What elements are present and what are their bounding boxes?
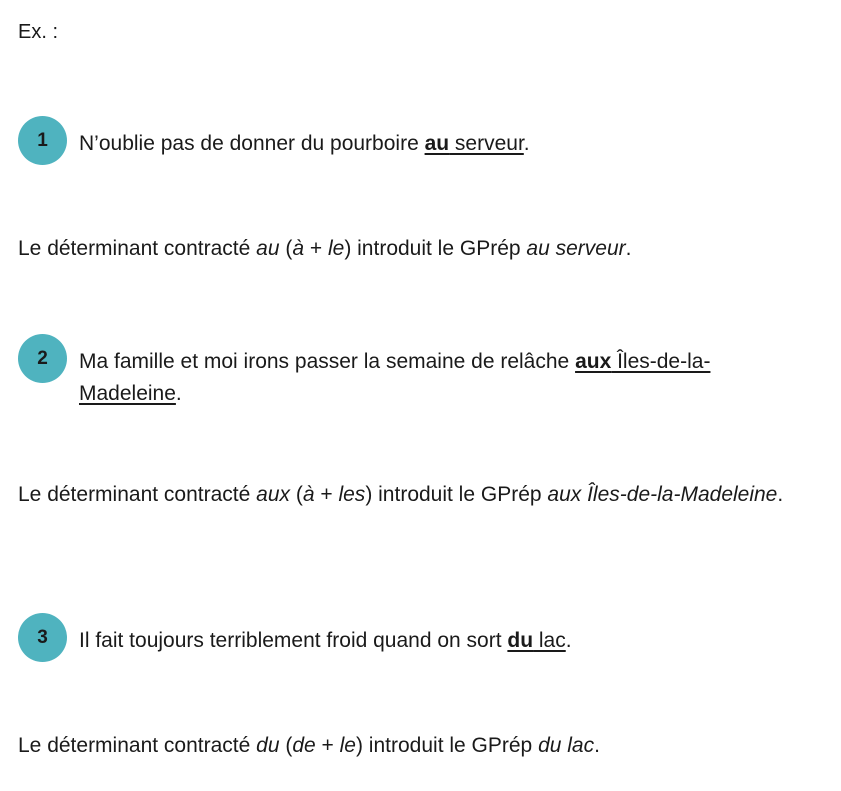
number-badge-3: 3 xyxy=(18,613,67,662)
explanation-determiner: au xyxy=(256,237,280,260)
explanation-intro: Le déterminant contracté xyxy=(18,734,257,757)
number-badge-1: 1 xyxy=(18,116,67,165)
sentence-text: Il fait toujours terriblement froid quand on sort xyxy=(79,629,508,652)
explanation-part1: à xyxy=(292,237,305,260)
explanation-intro: Le déterminant contracté xyxy=(18,237,257,260)
explanation-paren: ( xyxy=(290,483,303,506)
sentence-end: . xyxy=(523,132,530,155)
explanation-plus: + xyxy=(304,237,328,260)
explanation-part2: le xyxy=(339,734,356,757)
contracted-determiner: aux xyxy=(575,350,612,373)
sentence-text: Ma famille et moi irons passer la semaine de relâche xyxy=(79,350,576,373)
sentence-text: N’oublie pas de donner du pourboire xyxy=(79,132,425,155)
explanation-3 xyxy=(18,730,808,762)
explanation-determiner: du xyxy=(256,734,280,757)
sentence-end: . xyxy=(175,382,182,405)
explanation-group: aux Îles-de-la-Madeleine xyxy=(547,483,778,506)
prepositional-group xyxy=(425,132,524,155)
explanation-end: . xyxy=(625,237,632,260)
example-sentence-1 xyxy=(79,128,799,160)
number-badge-2: 2 xyxy=(18,334,67,383)
explanation-part2: le xyxy=(327,237,345,260)
explanation-1 xyxy=(18,233,808,265)
contracted-determiner: au xyxy=(424,132,450,155)
prepositional-group xyxy=(507,629,565,652)
explanation-paren: ( xyxy=(279,237,293,260)
example-2 xyxy=(18,334,808,414)
explanation-paren: ( xyxy=(279,734,293,757)
explanation-plus: + xyxy=(314,483,339,506)
explanation-group: au serveur xyxy=(526,237,626,260)
group-noun: lac xyxy=(533,629,566,652)
explanation-2 xyxy=(18,479,793,511)
explanation-group: du lac xyxy=(538,734,595,757)
group-noun: serveur xyxy=(449,132,524,155)
explanation-middle: ) introduit le GPrép xyxy=(365,483,548,506)
explanation-middle: ) introduit le GPrép xyxy=(344,237,527,260)
example-sentence-2 xyxy=(79,346,804,410)
explanation-part1: de xyxy=(292,734,316,757)
explanation-middle: ) introduit le GPrép xyxy=(355,734,539,757)
explanation-determiner: aux xyxy=(256,483,290,506)
explanation-part2: les xyxy=(338,483,366,506)
contracted-determiner: du xyxy=(507,629,534,652)
explanation-intro: Le déterminant contracté xyxy=(18,483,257,506)
explanation-plus: + xyxy=(315,734,340,757)
explanation-end: . xyxy=(594,734,600,757)
sentence-end: . xyxy=(565,629,572,652)
explanation-end: . xyxy=(777,483,784,506)
ex-label: Ex. : xyxy=(18,21,59,43)
example-1 xyxy=(18,116,808,166)
example-3 xyxy=(18,613,808,663)
explanation-part1: à xyxy=(302,483,315,506)
group-noun: Îles-de-la-Madeleine xyxy=(79,350,711,405)
example-sentence-3 xyxy=(79,625,799,657)
